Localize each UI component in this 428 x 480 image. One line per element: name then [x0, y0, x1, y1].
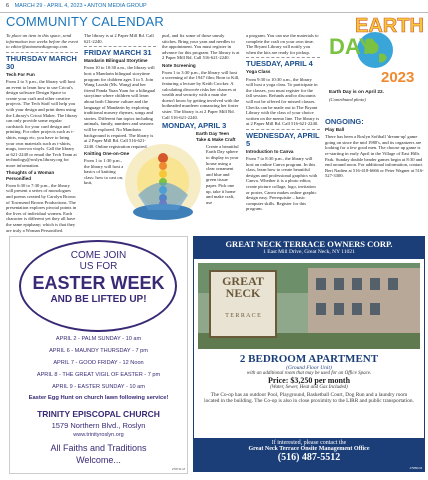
ad-code: 278711 M — [171, 467, 185, 471]
sign-word: NECK — [225, 286, 261, 300]
calendar-column-1 — [6, 33, 78, 233]
event-description: From 6:30 to 7:30 p.m., the library will present a series of monologues and poems created by Carolyn Brown of Townsend Brown Productions. The presentation explores pivotal points in the lives of individual women. Each character is different yet they all have the same epiphany; which is that they are truly a Woman Personified. — [6, 182, 77, 233]
church-address: 1579 Northern Blvd., Roslyn — [51, 421, 146, 430]
event-description: There has been a Roslyn Softball 'dream-up' game going on since the mid 1980's, and its organizers are looking for a few good men. The choose up game is re-starting in early April in the Village of East Hills Park. Sunday double header games begin at 8:30 and end around noon. For additional information, contact Bert Nadien at 516-418-6666 or Peter Wagner at 516-527-3300. — [325, 134, 424, 179]
church-name: TRINITY EPISCOPAL CHURCH — [37, 409, 160, 419]
ad-title-bar — [194, 237, 424, 259]
divider — [246, 57, 320, 58]
sign-word: GREAT — [222, 274, 264, 288]
schedule-line: APRIL 2 - PALM SUNDAY - 10 am — [55, 336, 142, 342]
schedule-line: APRIL 6 - MAUNDY THURSDAY - 7 pm — [49, 348, 148, 354]
event-title: Note Screening — [162, 62, 196, 68]
church-website[interactable]: www.trinityroslyn.org — [73, 432, 124, 438]
event-title: Play Ball — [325, 127, 345, 132]
egg-hunt-note: Easter Egg Hunt on church lawn following service! — [28, 395, 169, 401]
event-title: Thoughts of a Woman Personified — [6, 170, 55, 181]
event-description: From 7 to 8:30 p.m., the library will host an online Canva program. In this class, learn how to create beautiful designs and professional graphics with Canva. Whether it is a photo editor, create picture collage, logo, invitation or poster, Canva makes online graphic design easy. Prerequisite – basic computer skills. Register for this program. — [246, 156, 318, 212]
unit-floor: (Ground Floor Unit) — [286, 365, 332, 371]
event-title: Tech For Fun — [6, 71, 35, 77]
apartment-heading: 2 BEDROOM APARTMENT — [239, 353, 379, 365]
great-neck-terrace-ad — [193, 236, 425, 472]
event-description: purl, and fix some of those unruly stitches. Bring your yarn and needles to the appointment. You must register in advance for this program. The library is at 2 Paper Mill Rd. Call 516-621-2240. — [162, 33, 240, 61]
easter-week-ad — [9, 236, 188, 474]
submission-note: To place an item in this space, send information two weeks before the event to editor@antonmediagroup.com. — [6, 33, 78, 50]
event-title: Mandarin Bilingual Storytime — [84, 58, 148, 64]
easter-week-title: EASTER WEEK — [32, 273, 165, 293]
day-heading: TUESDAY, APRIL 4 — [246, 59, 313, 69]
divider — [246, 129, 320, 130]
ad-title: GREAT NECK TERRACE OWNERS CORP. — [225, 239, 393, 249]
utilities-note: (Water, Sewer, Heat and Gas Included) — [270, 385, 348, 390]
ad-address: 1 East Mill Drive, Great Neck, NY 11021 — [263, 249, 355, 255]
day-heading: THURSDAY MARCH 30 — [6, 53, 77, 71]
event-title: Introduction to Canva — [246, 148, 294, 154]
divider — [6, 52, 78, 53]
event-description: From 2 to 3 p.m., the library will host an event to learn how to use Cricut's design software Design Space to create your craft and other creative projects. The Tech Staff will help you with your design and print them using the Library's Cricut Maker. The library can only provide some regular cardstock for your card design and printing. For other projects such as t-shirts, mugs etc, you have to bring your own materials such as t-shirts, mugs, iron-on vinyls. Call the library at 621-2240 or email the Tech Team at technology@roslyn.library.org for more information. — [6, 78, 78, 168]
event-title: Yoga Class — [246, 69, 271, 75]
ongoing-heading: ONGOING: — [325, 117, 364, 126]
caption-text: Earth Day is on April 22. — [329, 90, 385, 95]
terrace-sign — [210, 275, 276, 319]
page-number: 6 — [6, 3, 10, 9]
listing-details — [194, 353, 424, 404]
welcome-line: All Faiths and Traditions — [50, 443, 147, 453]
event-description: From 1 to 3:30 p.m., the library will host a screening of the 1947 film; Born to Kill, featuring a lecture by Keith Crocker. A calculating divorcée risks her chances at wealth and security with a man she doesn't know by getting involved with the hotheaded murderer romancing her foster sister. The library is at 2 Paper Mill Rd. Call 516-621-2240. — [162, 69, 240, 120]
event-title: Earth Day Teen Take & Make Craft — [196, 131, 236, 142]
calendar-column-4 — [246, 33, 320, 233]
amenities-text: The Co-op has an outdoor Pool, Playground, Basketball Court, Dog Run and a laundry room located in the building. The Co-op is also in close proximity to the LIRR and public transportation. — [204, 392, 414, 404]
event-description: From 9:30 to 10:30 a.m., the library will host a yoga class. To participate in the classes, you must register for the fall session. Refunds and/or discounts will not be offered for missed classes. Checks can be made out to The Bryant Library with the class of your choice written on the memo line. The library is at 2 Paper Mill Rd. Call 516-621-2240. — [246, 76, 320, 127]
year-text: 2023 — [381, 69, 415, 86]
ad-tagline: AND BE LIFTED UP! — [50, 294, 147, 305]
contact-bar — [194, 438, 424, 471]
earth-day-word: EARTH — [355, 15, 424, 37]
event-description: The library is at 2 Paper Mill Rd. Call 621-2240. — [84, 33, 154, 44]
event-title: Knitting One-on-One — [84, 150, 130, 156]
office-note: with an additional room that may be used for an Office Space. — [246, 371, 372, 376]
ad-heading-line: COME JOIN — [70, 250, 127, 261]
earth-day-graphic — [325, 6, 428, 88]
day-heading: WEDNESDAY, APRIL 5 — [246, 130, 320, 148]
event-description: From 10 to 10:30 a.m., the library will host a Mandarin bilingual storytime program for children ages 3 to 5. Join Wang Laoshi (Ms. Wang) and her friend Panda Yuan Yuan for a bilingual storytime where children will learn about both Chinese culture and the language of Mandarin by exploring traditional nursery rhymes, songs and stories. Different fun topics including animals, family, numbers and seasons will be explored. No Mandarin background is required. The library is at 2 Paper Mill Rd. Call 516-621-2240. Online registration required. — [84, 65, 156, 149]
divider — [84, 46, 156, 47]
event-description: From 1 to 1:30 p.m., the library will host a basics of knitting class: how to cast on, knit, — [84, 158, 124, 186]
schedule-line: APRIL 9 - EASTER SUNDAY - 10 am — [52, 384, 145, 390]
event-description: Create a beautiful Earth Day sphere to display in your house using a clear ornament and blue and green tissue paper. Pick one up, take it home and make craft, use — [206, 143, 239, 205]
price: Price: $3,250 per month — [267, 376, 351, 385]
contact-line: If interested, please contact the — [271, 440, 347, 446]
phone-number[interactable]: (516) 487-5512 — [277, 452, 341, 463]
event-description: a program. You can use the materials to complete the craft on your own time. The Bryant Library will notify you when the kits are ready for pickup. — [246, 33, 319, 55]
day-heading: MONDAY, APRIL 3 — [162, 121, 227, 131]
photo-credit: (Contributed photo) — [329, 97, 366, 103]
earth-day-caption — [329, 90, 425, 104]
welcome-line: Welcome... — [76, 455, 121, 465]
ad-code: 279899 M — [409, 466, 422, 470]
meditation-figure-image — [118, 140, 208, 230]
day-word: DAY — [329, 34, 374, 59]
schedule-line: APRIL 8 - THE GREAT VIGIL OF EASTER - 7 pm — [36, 372, 161, 378]
section-title: COMMUNITY CALENDAR — [6, 14, 164, 29]
schedule-line: APRIL 7 - GOOD FRIDAY - 12 Noon — [53, 360, 144, 366]
ad-heading-line: US FOR — [79, 261, 118, 272]
sign-word: T E R R A C E — [225, 313, 261, 319]
publication-dates: MARCH 29 - APRIL 4, 2023 • ANTON MEDIA GROUP — [14, 3, 147, 9]
day-heading: FRIDAY MARCH 31 — [84, 48, 152, 58]
contact-line: Great Neck Terrace Onsite Management Office — [248, 446, 370, 452]
earth-day-logo — [325, 6, 428, 88]
ongoing-section — [325, 116, 425, 181]
